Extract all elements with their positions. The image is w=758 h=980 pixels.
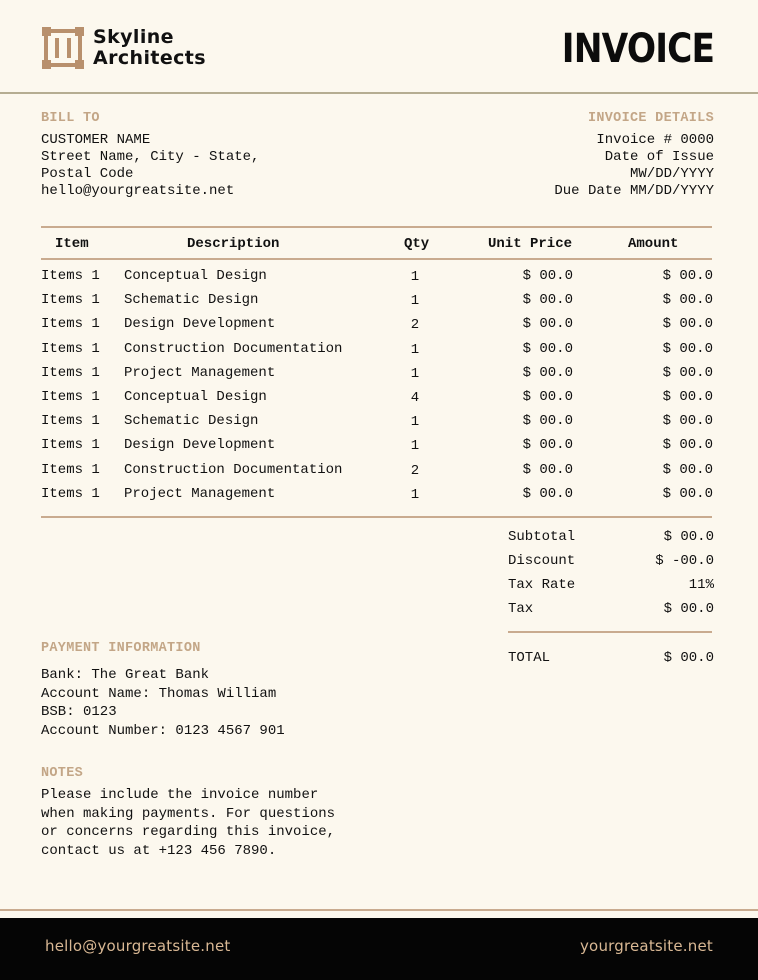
total-label: TOTAL <box>508 650 551 666</box>
notes-line-4: contact us at +123 456 7890. <box>41 843 277 860</box>
cell-unit-price: $ 00.0 <box>522 316 573 333</box>
tax-label: Tax <box>508 601 534 617</box>
table-header-rule <box>41 258 712 260</box>
cell-unit-price: $ 00.0 <box>522 268 573 284</box>
header-divider <box>0 92 758 94</box>
due-date: Due Date MM/DD/YYYY <box>554 183 714 199</box>
cell-item: Items 1 <box>41 389 100 405</box>
subtotal-value: $ 00.0 <box>663 529 714 545</box>
cell-unit-price: $ 00.0 <box>522 389 573 405</box>
cell-description: Construction Documentation <box>124 461 343 478</box>
cell-unit-price: $ 00.0 <box>522 413 573 430</box>
cell-description: Conceptual Design <box>124 268 267 284</box>
column-header-unit-price: Unit Price <box>488 236 573 252</box>
cell-item: Items 1 <box>41 485 100 502</box>
cell-item: Items 1 <box>41 268 100 284</box>
notes-line-2: when making payments. For questions <box>41 805 336 822</box>
discount-row <box>508 553 714 573</box>
cell-description: Project Management <box>124 364 276 381</box>
cell-description: Project Management <box>124 485 276 502</box>
table-row <box>0 316 758 340</box>
cell-description: Design Development <box>124 437 276 454</box>
discount-label: Discount <box>508 553 576 569</box>
footer <box>0 918 758 980</box>
table-row <box>0 437 758 461</box>
cell-unit-price: $ 00.0 <box>522 485 573 502</box>
column-header-qty: Qty <box>404 236 430 252</box>
company-logo <box>42 27 206 69</box>
cell-qty: 1 <box>410 438 420 455</box>
cell-item: Items 1 <box>41 461 100 478</box>
footer-divider <box>0 909 758 911</box>
issue-date: MW/DD/YYYY <box>629 166 714 182</box>
table-row <box>0 292 758 316</box>
tax-rate-value: 11% <box>688 577 714 593</box>
table-top-rule <box>41 226 712 228</box>
cell-qty: 4 <box>410 390 420 406</box>
table-row <box>0 486 758 510</box>
cell-qty: 1 <box>410 293 420 310</box>
cell-amount: $ 00.0 <box>662 437 713 454</box>
cell-description: Schematic Design <box>124 292 259 309</box>
customer-street: Street Name, City - State, <box>41 149 260 165</box>
bsb: BSB: 0123 <box>41 704 117 721</box>
cell-unit-price: $ 00.0 <box>522 437 573 454</box>
notes-line-1: Please include the invoice number <box>41 787 319 803</box>
totals-rule <box>508 631 712 633</box>
cell-item: Items 1 <box>41 364 100 381</box>
cell-qty: 1 <box>410 269 420 285</box>
company-name-line2: Architects <box>93 47 206 69</box>
notes-label: NOTES <box>41 766 84 781</box>
cell-description: Design Development <box>124 316 276 333</box>
table-row <box>0 341 758 365</box>
table-bottom-rule <box>41 516 712 518</box>
total-value: $ 00.0 <box>663 650 714 666</box>
cell-unit-price: $ 00.0 <box>522 340 573 357</box>
cell-qty: 1 <box>410 414 420 431</box>
table-row <box>0 462 758 486</box>
customer-postal: Postal Code <box>41 166 134 182</box>
discount-value: $ -00.0 <box>655 553 714 569</box>
cell-item: Items 1 <box>41 437 100 454</box>
company-name-line1: Skyline <box>93 26 174 48</box>
cell-qty: 2 <box>410 317 420 334</box>
cell-qty: 1 <box>410 341 420 358</box>
table-row <box>0 389 758 413</box>
invoice-details-label: INVOICE DETAILS <box>587 111 714 126</box>
customer-name: CUSTOMER NAME <box>41 132 151 148</box>
table-row <box>0 268 758 292</box>
cell-qty: 2 <box>410 462 420 479</box>
document-title: INVOICE <box>561 26 714 72</box>
cell-amount: $ 00.0 <box>662 340 713 357</box>
bill-to-label: BILL TO <box>41 111 100 126</box>
total-row <box>508 650 714 670</box>
cell-item: Items 1 <box>41 292 100 309</box>
customer-email: hello@yourgreatsite.net <box>41 183 235 199</box>
issue-date-label: Date of Issue <box>604 149 714 165</box>
cell-amount: $ 00.0 <box>662 413 713 430</box>
account-name: Account Name: Thomas William <box>41 685 277 702</box>
notes-line-3: or concerns regarding this invoice, <box>41 824 336 841</box>
table-row <box>0 413 758 437</box>
bill-to-block <box>41 132 259 200</box>
footer-website-link[interactable]: yourgreatsite.net <box>579 937 713 955</box>
column-header-item: Item <box>55 236 89 252</box>
tax-rate-row <box>508 577 714 597</box>
tax-value: $ 00.0 <box>663 601 714 617</box>
cell-qty: 1 <box>410 486 420 503</box>
bank-name: Bank: The Great Bank <box>41 667 210 683</box>
cell-description: Conceptual Design <box>124 389 267 405</box>
column-header-amount: Amount <box>628 236 679 252</box>
cell-unit-price: $ 00.0 <box>522 292 573 309</box>
footer-email-link[interactable]: hello@yourgreatsite.net <box>45 937 231 955</box>
table-row <box>0 365 758 389</box>
cell-amount: $ 00.0 <box>662 364 713 381</box>
account-number: Account Number: 0123 4567 901 <box>41 723 285 740</box>
cell-amount: $ 00.0 <box>662 268 713 284</box>
company-name <box>93 27 206 69</box>
payment-info-block <box>41 666 285 741</box>
cell-amount: $ 00.0 <box>662 292 713 309</box>
cell-amount: $ 00.0 <box>662 461 713 478</box>
cell-amount: $ 00.0 <box>662 485 713 502</box>
subtotal-row <box>508 529 714 549</box>
cell-amount: $ 00.0 <box>662 389 713 405</box>
payment-info-label: PAYMENT INFORMATION <box>41 641 201 656</box>
subtotal-label: Subtotal <box>508 529 576 545</box>
cell-unit-price: $ 00.0 <box>522 364 573 381</box>
column-header-description: Description <box>187 236 280 252</box>
logo-mark-icon <box>42 27 84 69</box>
cell-item: Items 1 <box>41 340 100 357</box>
invoice-number: Invoice # 0000 <box>596 132 714 148</box>
cell-amount: $ 00.0 <box>662 316 713 333</box>
tax-rate-label: Tax Rate <box>508 577 576 593</box>
cell-description: Construction Documentation <box>124 340 343 357</box>
tax-row <box>508 601 714 621</box>
cell-description: Schematic Design <box>124 413 259 430</box>
cell-item: Items 1 <box>41 316 100 333</box>
cell-qty: 1 <box>410 365 420 382</box>
notes-block <box>41 786 335 861</box>
cell-item: Items 1 <box>41 413 100 430</box>
invoice-details-block <box>554 132 714 200</box>
cell-unit-price: $ 00.0 <box>522 461 573 478</box>
